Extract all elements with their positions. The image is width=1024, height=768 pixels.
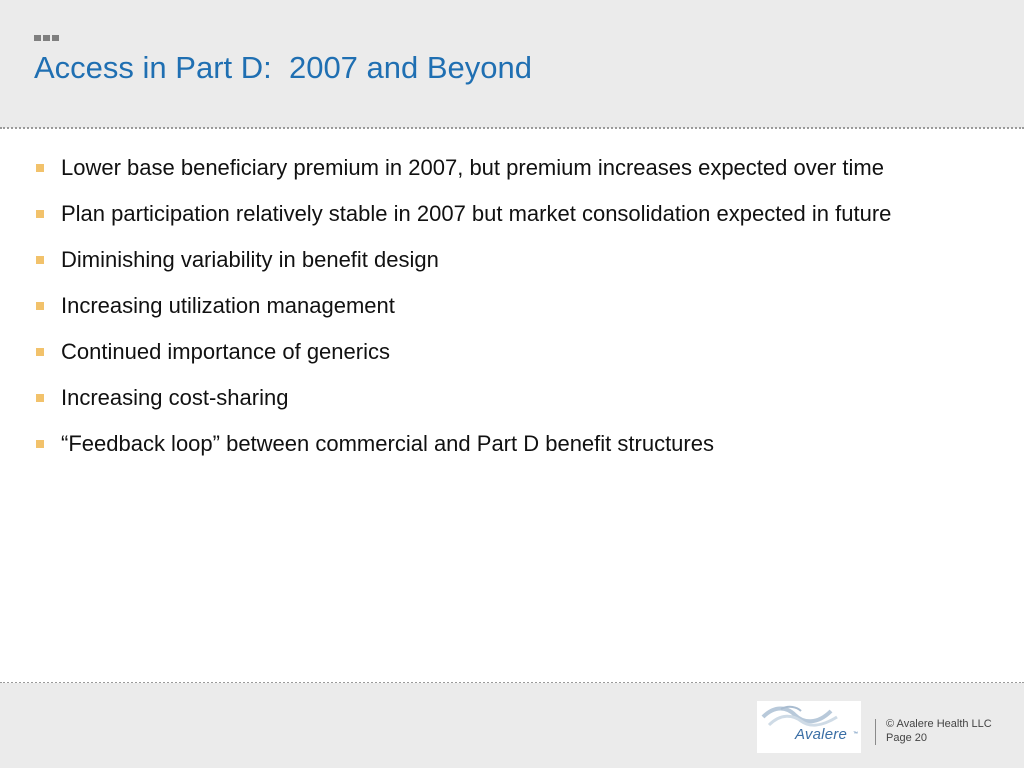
bullet-item (36, 336, 986, 367)
bullet-text: Continued importance of generics (61, 339, 390, 364)
bullet-text: Increasing utilization management (61, 293, 395, 318)
bullet-text: “Feedback loop” between commercial and Part D benefit structures (61, 431, 714, 456)
square-bullet-icon (36, 210, 44, 218)
bullet-text: Diminishing variability in benefit design (61, 247, 439, 272)
top-divider (0, 127, 1024, 129)
bullet-item (36, 290, 986, 321)
avalere-logo (757, 701, 861, 753)
square-bullet-icon (36, 348, 44, 356)
bullet-item (36, 428, 986, 459)
three-squares-icon (34, 35, 59, 41)
logo-wordmark: Avalere (795, 726, 847, 743)
footer-divider (875, 719, 876, 745)
bullet-list (36, 152, 986, 474)
bullet-item (36, 198, 986, 229)
bullet-item (36, 244, 986, 275)
header-band (0, 0, 1024, 128)
bullet-text: Plan participation relatively stable in 2007 but market consolidation expected in future (61, 201, 892, 226)
slide-title: Access in Part D: 2007 and Beyond (34, 50, 533, 85)
square-bullet-icon (36, 302, 44, 310)
square-bullet-icon (36, 394, 44, 402)
footer-band (0, 683, 1024, 768)
page-number: Page 20 (886, 732, 927, 744)
logo-trademark: ™ (853, 731, 858, 737)
bullet-item (36, 382, 986, 413)
square-bullet-icon (36, 256, 44, 264)
bullet-text: Lower base beneficiary premium in 2007, but premium increases expected over time (61, 155, 884, 180)
square-bullet-icon (36, 440, 44, 448)
copyright-text: © Avalere Health LLC (886, 718, 992, 730)
square-bullet-icon (36, 164, 44, 172)
bullet-text: Increasing cost-sharing (61, 385, 289, 410)
bullet-item (36, 152, 986, 183)
